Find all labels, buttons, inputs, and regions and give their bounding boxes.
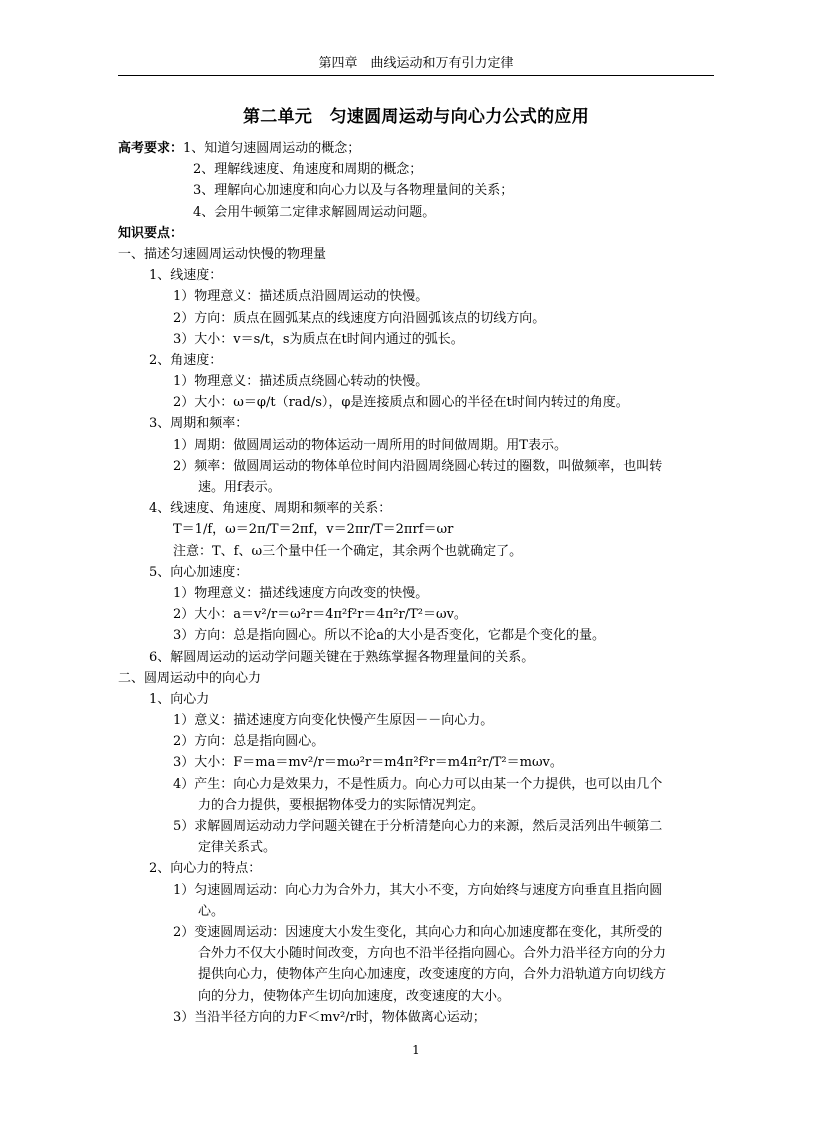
list-item: 1）意义：描述速度方向变化快慢产生原因－－向心力。 xyxy=(173,713,494,729)
page-number: 1 xyxy=(412,1043,420,1057)
list-item: 2）变速圆周运动：因速度大小发生变化，其向心力和向心加速度都在变化，其所受的 xyxy=(173,924,663,940)
subsection-heading: 5、向心加速度： xyxy=(149,564,249,580)
list-item: 3）大小：v＝s/t，s为质点在t时间内通过的弧长。 xyxy=(173,331,464,347)
subsection-heading: 2、角速度： xyxy=(149,352,223,368)
running-header: 第四章 曲线运动和万有引力定律 xyxy=(318,56,514,71)
header-rule xyxy=(118,75,714,76)
note-line: 注意：T、f、ω三个量中任一个确定，其余两个也就确定了。 xyxy=(173,543,523,559)
body-text xyxy=(118,138,714,1028)
list-item-continuation: 定律关系式。 xyxy=(198,840,277,856)
subsection-heading: 3、周期和频率： xyxy=(149,416,249,432)
list-item: 2）大小：a＝v²/r＝ω²r＝4π²f²r＝4π²r/T²＝ωv。 xyxy=(173,607,467,623)
list-item: 3）当沿半径方向的力F＜mv²/r时，物体做离心运动； xyxy=(173,1009,486,1025)
list-item: 2）方向：总是指向圆心。 xyxy=(173,734,325,750)
subsection-heading: 4、线速度、角速度、周期和频率的关系： xyxy=(149,501,392,517)
list-item-continuation: 提供向心力，使物体产生向心加速度，改变速度的方向，合外力沿轨道方向切线方 xyxy=(198,967,667,983)
requirements-line-4: 4、会用牛顿第二定律求解圆周运动问题。 xyxy=(193,204,436,220)
list-item-continuation: 合外力不仅大小随时间改变，方向也不沿半径指向圆心。合外力沿半径方向的分力 xyxy=(198,946,667,962)
list-item: 3）大小：F＝ma＝mv²/r＝mω²r＝m4π²f²r＝m4π²r/T²＝mωv。 xyxy=(173,755,563,771)
list-item: 4）产生：向心力是效果力，不是性质力。向心力可以由某一个力提供，也可以由几个 xyxy=(173,776,663,792)
list-item: 1）匀速圆周运动：向心力为合外力，其大小不变，方向始终与速度方向垂直且指向圆 xyxy=(173,882,663,898)
list-item: 5）求解圆周运动动力学问题关键在于分析清楚向心力的来源，然后灵活列出牛顿第二 xyxy=(173,819,663,834)
subsection-heading: 1、向心力 xyxy=(149,691,210,707)
requirements-line-2: 2、理解线速度、角速度和周期的概念； xyxy=(193,162,423,178)
knowledge-heading xyxy=(118,223,714,244)
page-title: 第二单元 匀速圆周运动与向心力公式的应用 xyxy=(243,107,589,127)
section-heading: 一、描述匀速圆周运动快慢的物理量 xyxy=(118,246,327,262)
requirements-line-1: 高考要求：1、知道匀速圆周运动的概念； xyxy=(118,141,361,156)
subsection-heading: 6、解圆周运动的运动学问题关键在于熟练掌握各物理量间的关系。 xyxy=(149,649,535,665)
list-item-continuation: 向的分力，使物体产生切向加速度，改变速度的大小。 xyxy=(198,988,511,1004)
list-item: 3）方向：总是指向圆心。所以不论a的大小是否变化，它都是个变化的量。 xyxy=(173,628,606,644)
list-item-continuation: 速。用f表示。 xyxy=(198,480,281,495)
list-item-continuation: 力的合力提供，要根据物体受力的实际情况判定。 xyxy=(198,797,485,813)
section-heading: 二、圆周运动中的向心力 xyxy=(118,670,262,686)
list-item: 1）物理意义：描述线速度方向改变的快慢。 xyxy=(173,585,429,601)
list-item: 2）大小：ω＝φ/t（rad/s），φ是连接质点和圆心的半径在t时间内转过的角度。 xyxy=(173,395,629,411)
formula-line: T＝1/f，ω＝2π/T＝2πf，v＝2πr/T＝2πrf＝ωr xyxy=(173,522,454,538)
list-item: 1）物理意义：描述质点沿圆周运动的快慢。 xyxy=(173,289,429,305)
list-item: 2）方向：质点在圆弧某点的线速度方向沿圆弧该点的切线方向。 xyxy=(173,310,546,326)
requirements-label: 高考要求： xyxy=(118,141,184,156)
subsection-heading: 2、向心力的特点： xyxy=(149,861,262,877)
subsection-heading: 1、线速度： xyxy=(149,268,223,284)
knowledge-label: 知识要点： xyxy=(118,225,184,241)
requirements-line-3: 3、理解向心加速度和向心力以及与各物理量间的关系； xyxy=(193,183,514,199)
list-item: 1）周期：做圆周运动的物体运动一周所用的时间做周期。用T表示。 xyxy=(173,437,567,453)
list-item: 1）物理意义：描述质点绕圆心转动的快慢。 xyxy=(173,374,429,390)
list-item: 2）频率：做圆周运动的物体单位时间内沿圆周绕圆心转过的圈数，叫做频率，也叫转 xyxy=(173,458,663,474)
list-item-continuation: 心。 xyxy=(198,903,225,919)
